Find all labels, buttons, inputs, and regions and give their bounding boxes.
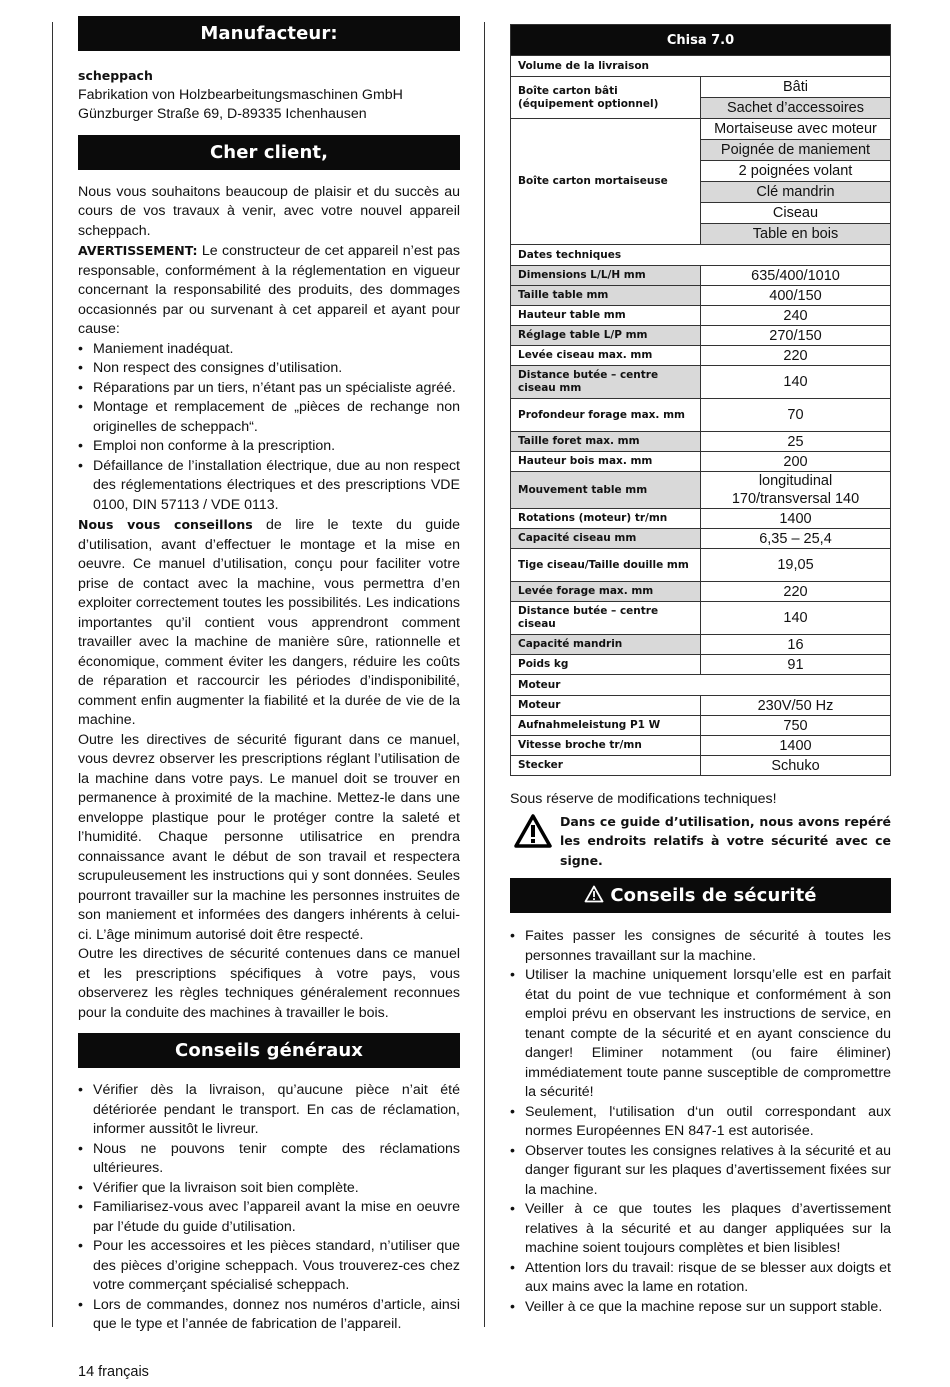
table-cell: Distance butée – centre ciseau xyxy=(511,602,701,635)
warning-label: AVERTISSEMENT: xyxy=(78,243,198,258)
right-column xyxy=(510,24,891,1317)
table-cell: Vitesse broche tr/mn xyxy=(511,736,701,756)
table-cell: 6,35 – 25,4 xyxy=(701,529,891,549)
list-item: • Seulement, l‘utilisation d‘un outil correspondant aux normes Européennes EN 847-1 est autorisée. xyxy=(510,1103,891,1142)
table-cell: Réglage table L/P mm xyxy=(511,326,701,346)
model-heading: Chisa 7.0 xyxy=(511,25,891,56)
list-item: • Utiliser la machine uniquement lorsqu’elle est en parfait état du point de vue technique et conformément à son emploi prévu en observant les instructions de service, en tenant compte de la sécurité et en ayant conscience du danger! Eliminer notamment (ou faire éliminer) immédiatement toute panne susceptible de compromettre la sécurité! xyxy=(510,966,891,1103)
warning-triangle-icon xyxy=(514,814,552,848)
table-cell: 400/150 xyxy=(701,286,891,306)
manufacturer-heading: Manufacteur: xyxy=(78,16,460,51)
table-cell: 1400 xyxy=(701,509,891,529)
intro-paragraph: Nous vous souhaitons beaucoup de plaisir et du succès au cours de vos travaux à venir, avec votre nouvel appareil scheppach. xyxy=(78,183,460,239)
list-item: • Observer toutes les consignes relatives à la sécurité et au danger figurant sur les plaques d’avertissement fixées sur la machine. xyxy=(510,1142,891,1201)
table-cell: Poids kg xyxy=(511,655,701,675)
list-item: • Maniement inadéquat. xyxy=(78,340,460,360)
table-cell: Ciseau xyxy=(701,203,891,224)
list-item: • Vérifier dès la livraison, qu’aucune pièce n’ait été détériorée pendant le transport. En cas de réclamation, informer aussitôt le livreur. xyxy=(78,1081,460,1140)
list-item: • Vérifier que la livraison soit bien complète. xyxy=(78,1179,460,1199)
table-cell: Stecker xyxy=(511,756,701,776)
table-cell: Table en bois xyxy=(701,224,891,245)
table-cell: Clé mandrin xyxy=(701,182,891,203)
general-advice-list xyxy=(78,1081,460,1335)
list-item: • Pour les accessoires et les pièces standard, n’utiliser que des pièces d’origine scheppach. Vous trouverez-ces chez votre commerçant spécialisé scheppach. xyxy=(78,1237,460,1296)
table-cell: Schuko xyxy=(701,756,891,776)
warning-triangle-icon xyxy=(584,885,604,903)
table-cell: Distance butée – centre ciseau mm xyxy=(511,366,701,399)
table-cell: Hauteur table mm xyxy=(511,306,701,326)
table-cell: Moteur xyxy=(511,696,701,716)
table-cell: 240 xyxy=(701,306,891,326)
safety-signal-note xyxy=(510,812,891,871)
table-cell: Aufnahmeleistung P1 W xyxy=(511,716,701,736)
table-cell: Taille table mm xyxy=(511,286,701,306)
table-cell: 19,05 xyxy=(701,549,891,582)
safety-heading xyxy=(510,878,891,913)
spec-table xyxy=(510,24,891,776)
advise-paragraph xyxy=(78,515,460,731)
table-cell: Hauteur bois max. mm xyxy=(511,452,701,472)
table-cell: Rotations (moteur) tr/mn xyxy=(511,509,701,529)
box2-label: Boîte carton mortaiseuse xyxy=(511,119,701,245)
table-cell: Bâti xyxy=(701,77,891,98)
dear-client-heading: Cher client, xyxy=(78,135,460,170)
left-column xyxy=(78,16,460,1335)
list-item: • Familiarisez-vous avec l’appareil avant la mise en oeuvre par l’étude du guide d’utilisation. xyxy=(78,1198,460,1237)
table-cell: Sachet d’accessoires xyxy=(701,98,891,119)
table-cell: Capacité mandrin xyxy=(511,635,701,655)
list-item: • Non respect des consignes d’utilisation. xyxy=(78,359,460,379)
page-footer: 14 français xyxy=(78,1364,149,1380)
table-cell: 230V/50 Hz xyxy=(701,696,891,716)
table-cell: 70 xyxy=(701,399,891,432)
list-item: • Attention lors du travail: risque de se blesser aux doigts et aux mains avec la lame en rotation. xyxy=(510,1259,891,1298)
list-item: • Réparations par un tiers, n’étant pas un spécialiste agréé. xyxy=(78,379,460,399)
table-cell: 200 xyxy=(701,452,891,472)
table-cell: Mouvement table mm xyxy=(511,472,701,509)
table-cell: Tige ciseau/Taille douille mm xyxy=(511,549,701,582)
box1-label: Boîte carton bâti (équipement optionnel) xyxy=(511,77,701,119)
manufacturer-line1: Fabrikation von Holzbearbeitungsmaschinen GmbH xyxy=(78,86,403,103)
table-cell: 220 xyxy=(701,582,891,602)
manufacturer-line2: Günzburger Straße 69, D-89335 Ichenhausen xyxy=(78,106,367,122)
warning-text: Le constructeur de cet appareil n’est pas responsable, conformément à la réglementation en vigueur concernant la responsabilité des produits, des dommages occasionnés par ou survenant à cet appareil et ayant pour cause: xyxy=(78,243,460,337)
safety-heading-text: Conseils de sécurité xyxy=(610,885,817,906)
list-item: • Faites passer les consignes de sécurité à toutes les personnes travaillant sur la machine. xyxy=(510,927,891,966)
center-rule xyxy=(484,22,485,1327)
general-advice-heading: Conseils généraux xyxy=(78,1033,460,1068)
list-item: • Veiller à ce que toutes les plaques d’avertissement relatives à la sécurité et au danger appliquées sur la machine soient toujours complètes et bien lisibles! xyxy=(510,1200,891,1259)
causes-list xyxy=(78,340,460,516)
table-cell: Mortaiseuse avec moteur xyxy=(701,119,891,140)
table-cell: 140 xyxy=(701,602,891,635)
rules-paragraph: Outre les directives de sécurité contenues dans ce manuel et les prescriptions spécifiques à votre pays, vous observerez les règles techniques généralement reconnues pour la conduite des machines à travailler le bois. xyxy=(78,946,460,1021)
list-item: • Défaillance de l’installation électrique, due au non respect des réglementations électriques et des prescriptions VDE 0100, DIN 57113 / VDE 0113. xyxy=(78,457,460,516)
table-cell: Levée forage max. mm xyxy=(511,582,701,602)
table-cell: 635/400/1010 xyxy=(701,266,891,286)
reserve-note: Sous réserve de modifications techniques! xyxy=(510,791,777,807)
table-cell: 220 xyxy=(701,346,891,366)
list-item: • Nous ne pouvons tenir compte des réclamations ultérieures. xyxy=(78,1140,460,1179)
directives-paragraph: Outre les directives de sécurité figurant dans ce manuel, vous devrez observer les prescriptions réglant l’utilisation de la machine dans votre pays. Le manuel doit se trouver en permanence à proximité de la machine. Mettez-le dans une enveloppe plastique pour le protéger contre la saleté et l’humidité. Chaque personne utilisatrice en prendra connaissance avant le début de son travail et respectera scrupuleusement les instructions qui y sont données. Seules pourront travailler sur la machine les personnes instruites de son maniement et informées des dangers inhérents à celui-ci. L’âge minimum autorisé doit être respecté. xyxy=(78,731,460,943)
tech-section-title: Dates techniques xyxy=(511,245,891,266)
list-item: • Lors de commandes, donnez nos numéros d’article, ainsi que le type et l’année de fabrication de l’appareil. xyxy=(78,1296,460,1335)
table-cell: longitudinal 170/transversal 140 xyxy=(701,472,891,509)
table-cell: Taille foret max. mm xyxy=(511,432,701,452)
table-cell: Profondeur forage max. mm xyxy=(511,399,701,432)
list-item: • Emploi non conforme à la prescription. xyxy=(78,437,460,457)
table-cell: 25 xyxy=(701,432,891,452)
delivery-section-title: Volume de la livraison xyxy=(511,56,891,77)
advise-text: de lire le texte du guide d’utilisation, avant d’effectuer le montage et la mise en oeuvre. Ce manuel d’utilisation, conçu pour faciliter votre prise de contact avec la machine, vous permettra d’en exploiter correctement toutes les possibilités. Les indications importantes qu’il contient vous apprendront comment travailler avec la machine de manière sûre, rationnelle et économique, comment éviter les dangers, réduire les coûts de réparation et raccourcir les périodes d’indisponibilité, comment enfin augmenter la fiabilité et la durée de vie de la machine. xyxy=(78,517,460,728)
table-cell: 140 xyxy=(701,366,891,399)
manufacturer-name: scheppach xyxy=(78,68,153,83)
table-cell: 16 xyxy=(701,635,891,655)
safety-list xyxy=(510,927,891,1317)
table-cell: 1400 xyxy=(701,736,891,756)
table-cell: Poignée de maniement xyxy=(701,140,891,161)
list-item: • Veiller à ce que la machine repose sur un support stable. xyxy=(510,1298,891,1318)
list-item: • Montage et remplacement de „pièces de rechange non originelles de scheppach“. xyxy=(78,398,460,437)
table-cell: 91 xyxy=(701,655,891,675)
left-margin-rule xyxy=(52,22,53,1327)
warning-paragraph xyxy=(78,241,460,340)
table-cell: Capacité ciseau mm xyxy=(511,529,701,549)
advise-label: Nous vous conseillons xyxy=(78,517,253,532)
table-cell: Levée ciseau max. mm xyxy=(511,346,701,366)
safety-signal-text: Dans ce guide d’utilisation, nous avons repéré les endroits relatifs à votre sécurité avec ce signe. xyxy=(560,813,891,868)
motor-section-title: Moteur xyxy=(511,675,891,696)
table-cell: 2 poignées volant xyxy=(701,161,891,182)
table-cell: 750 xyxy=(701,716,891,736)
table-cell: Dimensions L/L/H mm xyxy=(511,266,701,286)
table-cell: 270/150 xyxy=(701,326,891,346)
